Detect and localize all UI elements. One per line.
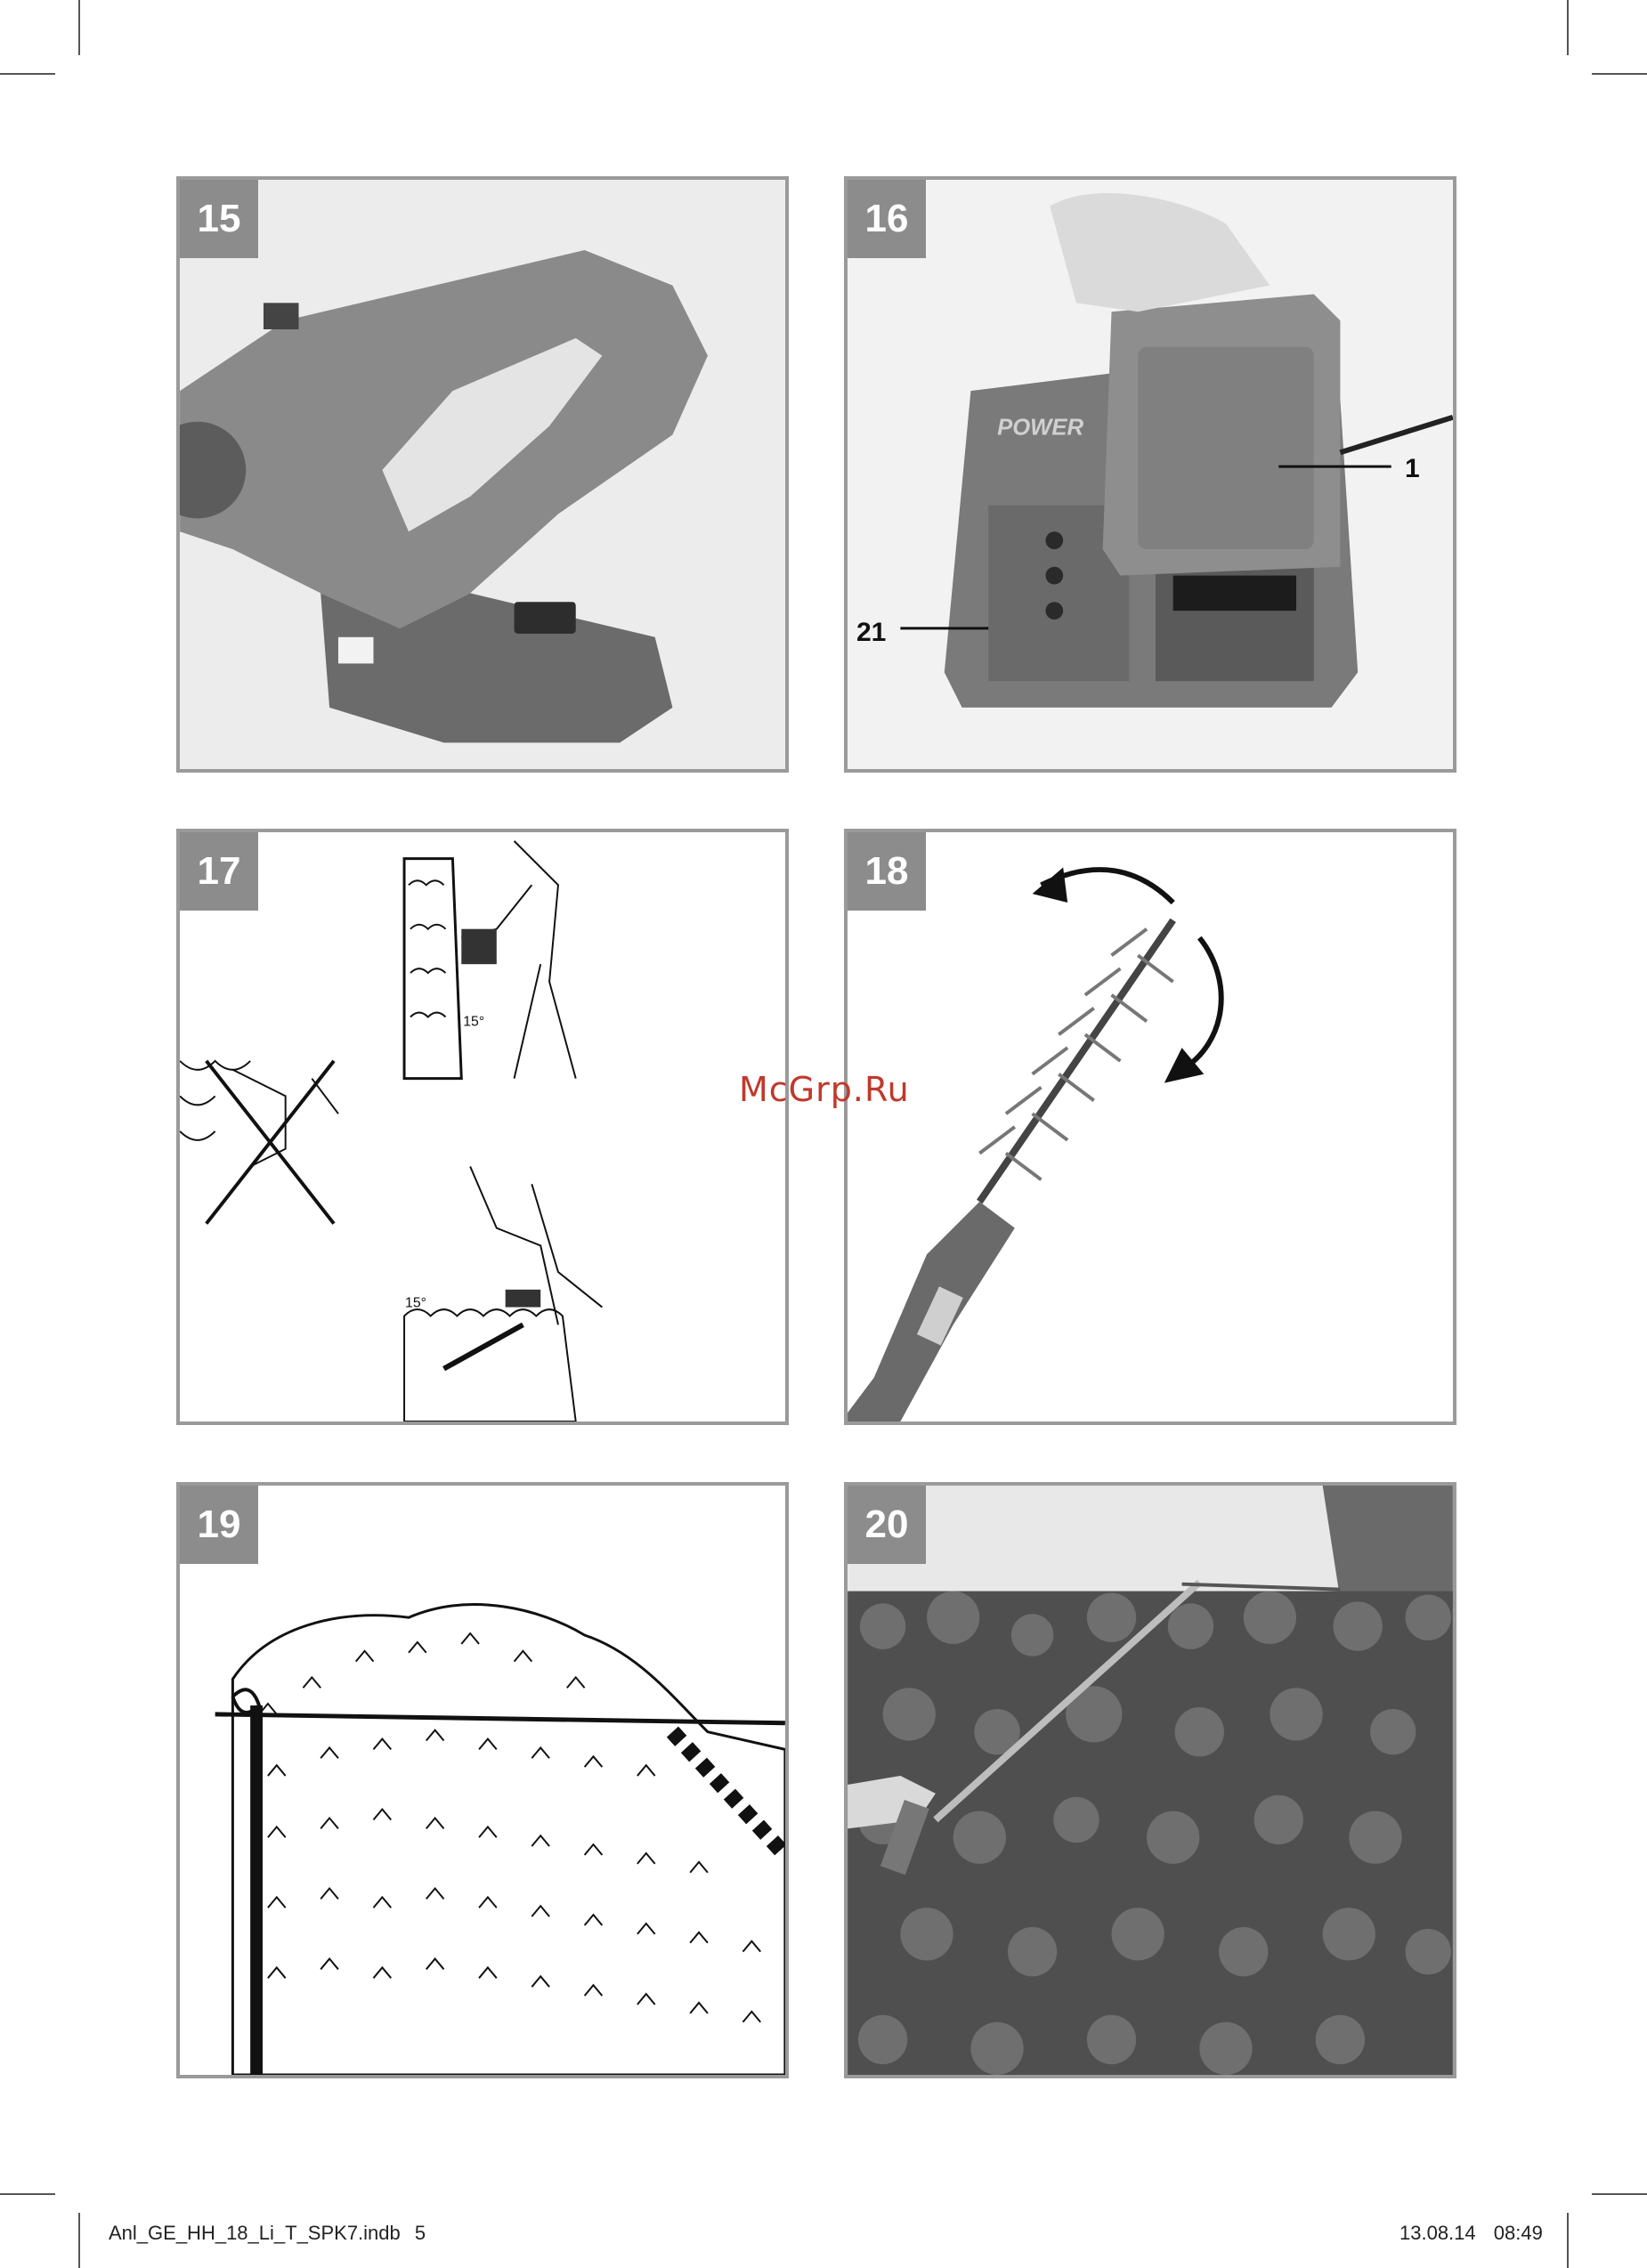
footer-file bbox=[109, 2222, 426, 2245]
figure-number: 17 bbox=[180, 832, 258, 911]
figure-number: 18 bbox=[848, 832, 926, 911]
footer-filename: Anl_GE_HH_18_Li_T_SPK7.indb bbox=[109, 2222, 401, 2244]
footer-date: 13.08.14 bbox=[1400, 2222, 1476, 2244]
crop-mark bbox=[78, 2213, 80, 2268]
angle-label-bottom: 15° bbox=[405, 1295, 426, 1311]
crop-mark bbox=[1592, 73, 1647, 75]
guide-string-drawing bbox=[180, 1486, 785, 2075]
crop-mark bbox=[1567, 0, 1569, 55]
callout-21: 21 bbox=[856, 618, 887, 647]
crop-mark bbox=[78, 0, 80, 55]
crop-mark bbox=[0, 73, 55, 75]
figure-number: 16 bbox=[848, 180, 926, 258]
footer-page: 5 bbox=[414, 2222, 426, 2244]
trimming-posture-drawing bbox=[180, 832, 785, 1422]
figure-number: 15 bbox=[180, 180, 258, 258]
figure-18 bbox=[844, 829, 1456, 1425]
crop-mark bbox=[0, 2193, 55, 2195]
battery-charger-photo bbox=[848, 180, 1453, 769]
charger-brand-text: POWER bbox=[997, 415, 1084, 441]
trimmer-handle-photo bbox=[180, 180, 785, 769]
watermark: McGrp.Ru bbox=[739, 1070, 910, 1109]
figure-19 bbox=[176, 1482, 789, 2078]
hedge-trimming-photo bbox=[848, 1486, 1453, 2075]
footer-datetime bbox=[1400, 2222, 1543, 2245]
crop-mark bbox=[1567, 2213, 1569, 2268]
footer-time: 08:49 bbox=[1493, 2222, 1543, 2244]
figure-20 bbox=[844, 1482, 1456, 2078]
blade-swing-photo bbox=[848, 832, 1453, 1422]
crop-mark bbox=[1592, 2193, 1647, 2195]
figure-number: 20 bbox=[848, 1486, 926, 1564]
figure-17 bbox=[176, 829, 789, 1425]
callout-1: 1 bbox=[1405, 454, 1420, 483]
figure-15 bbox=[176, 176, 789, 773]
figure-16 bbox=[844, 176, 1456, 773]
figure-number: 19 bbox=[180, 1486, 258, 1564]
angle-label-top: 15° bbox=[463, 1014, 485, 1030]
